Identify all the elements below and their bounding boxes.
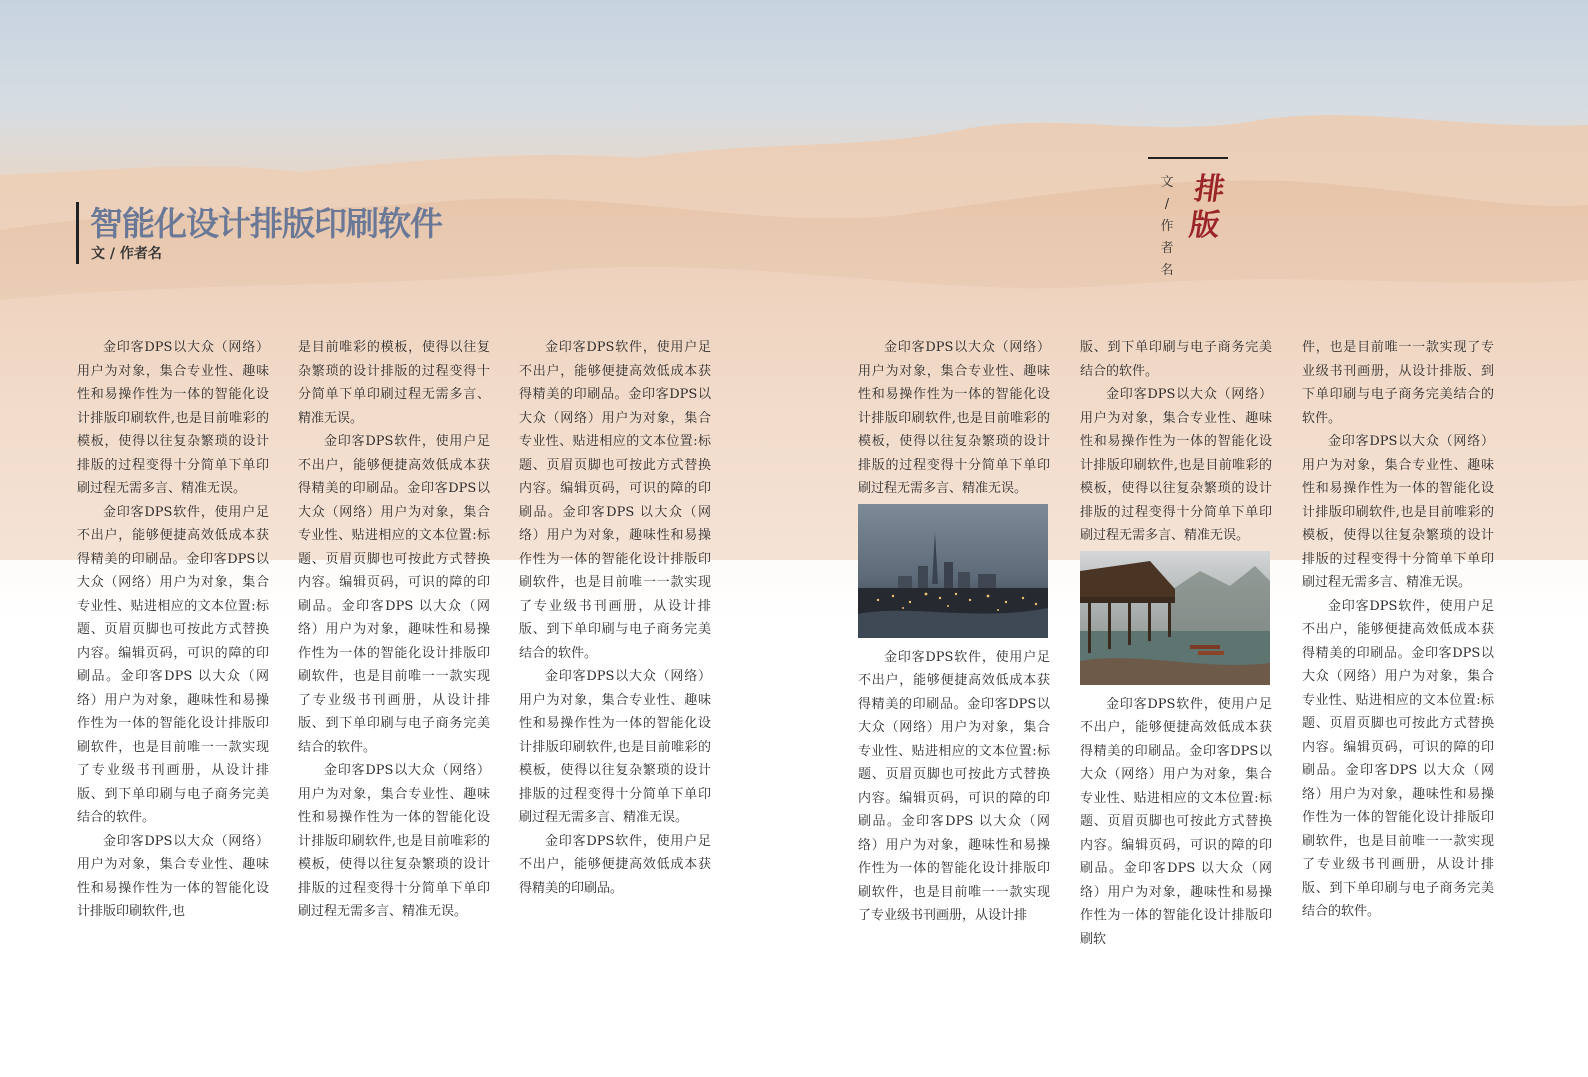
body-paragraph: 金印客DPS以大众（网络）用户为对象，集合专业性、趣味性和易操作性为一体的智能化设计排版印刷软件,也 (77, 833, 269, 919)
vertical-author-byline (1160, 172, 1174, 282)
col-4-bottom-paragraphs (858, 646, 1050, 928)
col-3-paragraphs (519, 336, 711, 900)
vertical-byline-char: 者 (1160, 241, 1174, 256)
text-column-6 (1302, 336, 1494, 986)
body-paragraph: 金印客DPS软件，使用户足不出户，能够便捷高效低成本获得精美的印刷品。金印客DPS以大众（网络）用户为对象，集合专业性、贴进相应的文本位置:标题、页眉页脚也可按此方式替换内容。编辑页码，可识的障的印刷品。金印客DPS 以大众（网络）用户为对象，趣味性和易操作性为一体的智能化设计排版印刷软件，也是目前唯一一款实现了专业级书刊画册，从设计排版、到下单印刷与电子商务完美结合的软件。 (519, 340, 711, 661)
body-paragraph: 金印客DPS以大众（网络）用户为对象，集合专业性、趣味性和易操作性为一体的智能化设计排版印刷软件,也是目前唯彩的模板，使得以往复杂繁琐的设计排版的过程变得十分简单下单印刷过程无需多言、精准无误。 (77, 340, 269, 496)
body-paragraph: 金印客DPS软件，使用户足不出户，能够便捷高效低成本获得精美的印刷品。金印客DPS以大众（网络）用户为对象，集合专业性、贴进相应的文本位置:标题、页眉页脚也可按此方式替换内容。编辑页码，可识的障的印刷品。金印客DPS 以大众（网络）用户为对象，趣味性和易操作性为一体的智能化设计排版印刷软 (1080, 696, 1272, 947)
author-byline: 文 / 作者名 (91, 246, 162, 262)
text-column-2 (298, 336, 490, 986)
right-heading-rule (1148, 157, 1228, 159)
lake-pier-photo (1080, 551, 1270, 685)
col-1-paragraphs (77, 336, 269, 924)
page-title: 智能化设计排版印刷软件 (90, 204, 442, 243)
text-column-3 (519, 336, 711, 986)
body-paragraph: 金印客DPS软件，使用户足不出户，能够便捷高效低成本获得精美的印刷品。金印客DPS以大众（网络）用户为对象，集合专业性、贴进相应的文本位置:标题、页眉页脚也可按此方式替换内容。编辑页码，可识的障的印刷品。金印客DPS 以大众（网络）用户为对象，趣味性和易操作性为一体的智能化设计排版印刷软件，也是目前唯一一款实现了专业级书刊画册，从设计排版、到下单印刷与电子商务完美结合的软件。 (1302, 598, 1494, 919)
body-paragraph: 版、到下单印刷与电子商务完美结合的软件。 (1080, 340, 1272, 379)
col-5-top-paragraphs (1080, 336, 1272, 548)
text-column-1 (77, 336, 269, 986)
body-paragraph: 金印客DPS软件，使用户足不出户，能够便捷高效低成本获得精美的印刷品。金印客DPS以大众（网络）用户为对象，集合专业性、贴进相应的文本位置:标题、页眉页脚也可按此方式替换内容。编辑页码，可识的障的印刷品。金印客DPS 以大众（网络）用户为对象，趣味性和易操作性为一体的智能化设计排版印刷软件，也是目前唯一一款实现了专业级书刊画册，从设计排 (858, 649, 1050, 923)
body-paragraph: 金印客DPS以大众（网络）用户为对象，集合专业性、趣味性和易操作性为一体的智能化设计排版印刷软件,也是目前唯彩的模板，使得以往复杂繁琐的设计排版的过程变得十分简单下单印刷过程无需多言、精准无误。 (858, 340, 1050, 496)
col-4-top-paragraphs (858, 336, 1050, 501)
body-paragraph: 金印客DPS软件，使用户足不出户，能够便捷高效低成本获得精美的印刷品。金印客DPS以大众（网络）用户为对象，集合专业性、贴进相应的文本位置:标题、页眉页脚也可按此方式替换内容。编辑页码，可识的障的印刷品。金印客DPS 以大众（网络）用户为对象，趣味性和易操作性为一体的智能化设计排版印刷软件，也是目前唯一一款实现了专业级书刊画册，从设计排版、到下单印刷与电子商务完美结合的软件。 (77, 504, 269, 825)
body-paragraph: 金印客DPS软件，使用户足不出户，能够便捷高效低成本获得精美的印刷品。 (519, 833, 711, 896)
title-accent-bar (76, 202, 79, 264)
seal-char: 排 (1192, 172, 1228, 207)
body-paragraph: 金印客DPS软件，使用户足不出户，能够便捷高效低成本获得精美的印刷品。金印客DPS以大众（网络）用户为对象，集合专业性、贴进相应的文本位置:标题、页眉页脚也可按此方式替换内容。编辑页码，可识的障的印刷品。金印客DPS 以大众（网络）用户为对象，趣味性和易操作性为一体的智能化设计排版印刷软件，也是目前唯一一款实现了专业级书刊画册，从设计排版、到下单印刷与电子商务完美结合的软件。 (298, 434, 490, 755)
col-6-paragraphs (1302, 336, 1494, 924)
city-skyline-photo (858, 504, 1048, 638)
text-column-4 (858, 336, 1050, 986)
vertical-byline-char: / (1164, 197, 1170, 212)
col-2-paragraphs (298, 336, 490, 924)
body-paragraph: 件，也是目前唯一一款实现了专业级书刊画册，从设计排版、到下单印刷与电子商务完美结合的软件。 (1302, 340, 1494, 426)
body-paragraph: 金印客DPS以大众（网络）用户为对象，集合专业性、趣味性和易操作性为一体的智能化设计排版印刷软件,也是目前唯彩的模板，使得以往复杂繁琐的设计排版的过程变得十分简单下单印刷过程无需多言、精准无误。 (298, 763, 490, 919)
vertical-byline-char: 名 (1160, 263, 1174, 278)
seal-char: 版 (1187, 208, 1222, 243)
body-paragraph: 是目前唯彩的模板，使得以往复杂繁琐的设计排版的过程变得十分简单下单印刷过程无需多言、精准无误。 (298, 340, 490, 426)
vertical-byline-char: 文 (1160, 175, 1174, 190)
vertical-byline-char: 作 (1160, 219, 1174, 234)
body-paragraph: 金印客DPS以大众（网络）用户为对象，集合专业性、趣味性和易操作性为一体的智能化设计排版印刷软件,也是目前唯彩的模板，使得以往复杂繁琐的设计排版的过程变得十分简单下单印刷过程无需多言、精准无误。 (1080, 387, 1272, 543)
body-paragraph: 金印客DPS以大众（网络）用户为对象，集合专业性、趣味性和易操作性为一体的智能化设计排版印刷软件,也是目前唯彩的模板，使得以往复杂繁琐的设计排版的过程变得十分简单下单印刷过程无需多言、精准无误。 (519, 669, 711, 825)
body-paragraph: 金印客DPS以大众（网络）用户为对象，集合专业性、趣味性和易操作性为一体的智能化设计排版印刷软件,也是目前唯彩的模板，使得以往复杂繁琐的设计排版的过程变得十分简单下单印刷过程无需多言、精准无误。 (1302, 434, 1494, 590)
col-5-bottom-paragraphs (1080, 693, 1272, 952)
text-column-5 (1080, 336, 1272, 986)
